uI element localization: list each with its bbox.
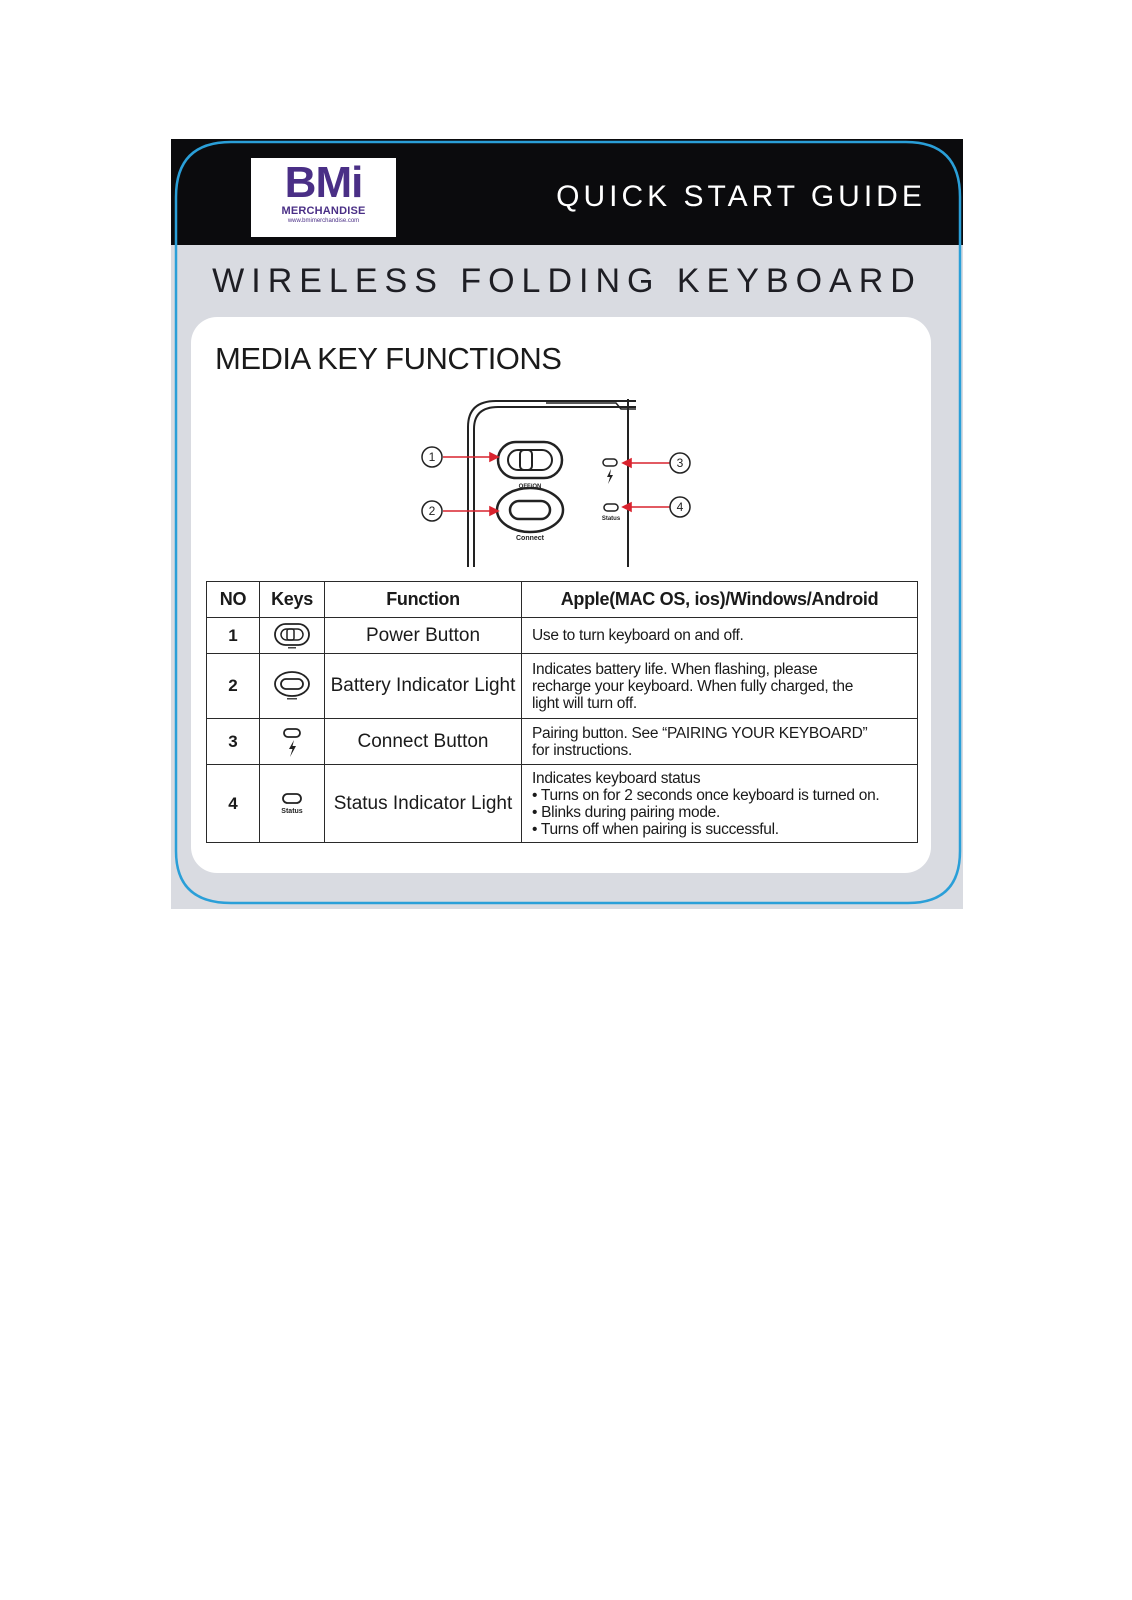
function-description — [522, 618, 918, 654]
logo-name: MERCHANDISE — [281, 205, 366, 217]
header-keys: Keys — [260, 582, 325, 618]
function-description — [522, 654, 918, 719]
guide-title: QUICK START GUIDE — [556, 180, 926, 213]
description-line: • Turns on for 2 seconds once keyboard is turned on. — [532, 786, 880, 804]
function-description — [522, 765, 918, 843]
status-light-graphic — [602, 504, 621, 522]
function-name: Connect Button — [325, 719, 522, 765]
power-switch-graphic — [498, 442, 562, 490]
description-line: Indicates keyboard status — [532, 769, 701, 787]
description-line: for instructions. — [532, 741, 632, 759]
table-row — [207, 719, 918, 765]
connect-label: Connect — [516, 535, 544, 542]
table-row — [207, 654, 918, 719]
key-cell — [260, 618, 325, 654]
callout-arrows — [443, 453, 670, 515]
callout-3: 3 — [676, 456, 684, 470]
row-number: 2 — [207, 654, 260, 719]
description-line: Indicates battery life. When flashing, please — [532, 660, 818, 678]
function-name: Battery Indicator Light — [325, 654, 522, 719]
switch-label: OFF/ON — [518, 484, 542, 490]
table-row — [207, 618, 918, 654]
product-title: WIRELESS FOLDING KEYBOARD — [212, 262, 922, 300]
table-row — [207, 765, 918, 843]
description-line: • Turns off when pairing is successful. — [532, 820, 779, 838]
row-number: 3 — [207, 719, 260, 765]
row-number: 4 — [207, 765, 260, 843]
logo-url: www.bmimerchandise.com — [287, 218, 360, 224]
battery-light-graphic — [603, 459, 617, 484]
power-switch-icon — [272, 621, 312, 651]
description-line: • Blinks during pairing mode. — [532, 803, 720, 821]
callout-2: 2 — [428, 504, 436, 518]
function-name: Status Indicator Light — [325, 765, 522, 843]
bmi-logo — [251, 158, 396, 237]
table-header-row — [207, 582, 918, 618]
header-platforms: Apple(MAC OS, ios)/Windows/Android — [522, 582, 918, 618]
key-cell — [260, 719, 325, 765]
description-line: Pairing button. See “PAIRING YOUR KEYBOARD” — [532, 724, 868, 742]
key-cell — [260, 654, 325, 719]
media-key-table — [206, 581, 918, 843]
connect-button-graphic — [497, 488, 563, 542]
key-cell — [260, 765, 325, 843]
function-description — [522, 719, 918, 765]
header-function: Function — [325, 582, 522, 618]
row-number: 1 — [207, 618, 260, 654]
connect-button-icon — [272, 670, 312, 702]
section-title: MEDIA KEY FUNCTIONS — [215, 341, 562, 376]
description-line: Use to turn keyboard on and off. — [532, 627, 744, 644]
battery-light-icon — [277, 726, 307, 758]
description-line: recharge your keyboard. When fully charged, the — [532, 677, 854, 695]
header-no: NO — [207, 582, 260, 618]
callout-4: 4 — [676, 500, 684, 514]
status-icon-label: Status — [281, 807, 303, 815]
content-panel — [191, 317, 931, 873]
callout-1: 1 — [428, 450, 436, 464]
quick-start-card — [171, 139, 963, 909]
status-light-icon — [275, 791, 309, 817]
keyboard-corner-diagram — [406, 397, 706, 569]
description-line: light will turn off. — [532, 694, 637, 712]
status-label: Status — [601, 516, 621, 522]
function-name: Power Button — [325, 618, 522, 654]
logo-brand: BMi — [284, 158, 363, 207]
